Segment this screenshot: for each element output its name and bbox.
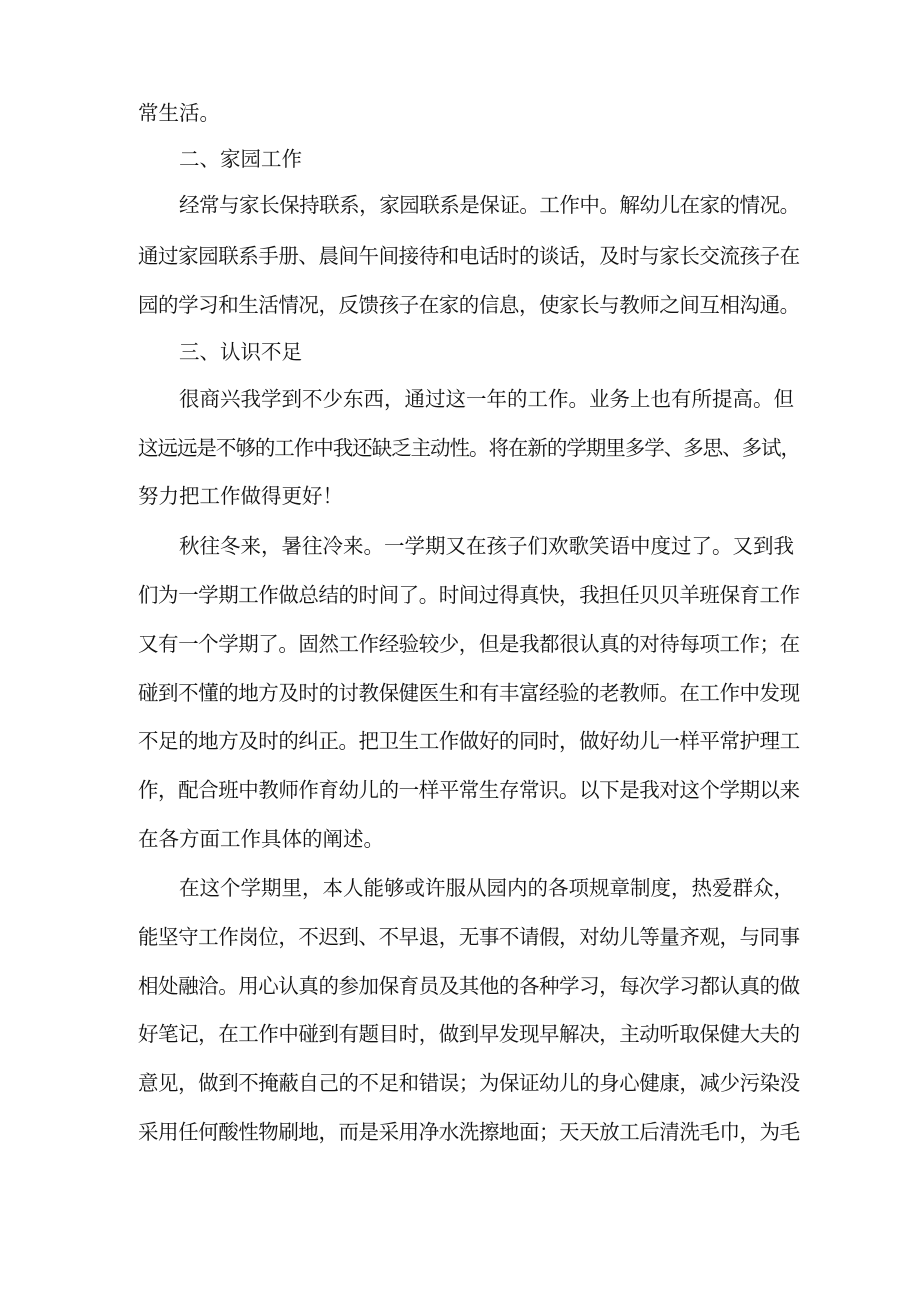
text-line: 好笔记，在工作中碰到有题目时，做到早发现早解决，主动听取保健大夫的 xyxy=(138,1022,800,1046)
text-line: 采用任何酸性物刷地，而是采用净水洗擦地面；天天放工后清洗毛巾，为毛 xyxy=(138,1120,800,1144)
text-line: 常生活。 xyxy=(138,101,220,125)
text-line: 作，配合班中教师作育幼儿的一样平常生存常识。以下是我对这个学期以来 xyxy=(138,778,800,802)
text-line: 很商兴我学到不少东西，通过这一年的工作。业务上也有所提高。但 xyxy=(179,387,794,411)
text-line: 在各方面工作具体的阐述。 xyxy=(138,827,384,851)
section-heading: 二、家园工作 xyxy=(179,147,302,171)
text-line: 们为一学期工作做总结的时间了。时间过得真快，我担任贝贝羊班保育工作 xyxy=(138,583,800,607)
text-line: 努力把工作做得更好！ xyxy=(138,484,343,508)
text-line: 通过家园联系手册、晨间午间接待和电话时的谈话，及时与家长交流孩子在 xyxy=(138,244,800,268)
text-line: 在这个学期里，本人能够或许服从园内的各项规章制度，热爱群众， xyxy=(179,876,794,900)
text-line: 这远远是不够的工作中我还缺乏主动性。将在新的学期里多学、多思、多试， xyxy=(138,436,800,460)
section-heading: 三、认识不足 xyxy=(179,340,302,364)
text-line: 经常与家长保持联系，家园联系是保证。工作中。解幼儿在家的情况。 xyxy=(179,193,800,217)
text-line: 能坚守工作岗位，不迟到、不早退，无事不请假，对幼儿等量齐观，与同事 xyxy=(138,925,800,949)
text-line: 秋往冬来，暑往冷来。一学期又在孩子们欢歌笑语中度过了。又到我 xyxy=(179,534,794,558)
text-line: 碰到不懂的地方及时的讨教保健医生和有丰富经验的老教师。在工作中发现 xyxy=(138,681,800,705)
text-line: 相处融洽。用心认真的参加保育员及其他的各种学习，每次学习都认真的做 xyxy=(138,974,800,998)
text-line: 园的学习和生活情况，反馈孩子在家的信息，使家长与教师之间互相沟通。 xyxy=(138,293,800,317)
text-line: 意见，做到不掩蔽自己的不足和错误；为保证幼儿的身心健康，减少污染没 xyxy=(138,1071,800,1095)
text-line: 又有一个学期了。固然工作经验较少，但是我都很认真的对待每项工作；在 xyxy=(138,632,800,656)
text-line: 不足的地方及时的纠正。把卫生工作做好的同时，做好幼儿一样平常护理工 xyxy=(138,729,800,753)
